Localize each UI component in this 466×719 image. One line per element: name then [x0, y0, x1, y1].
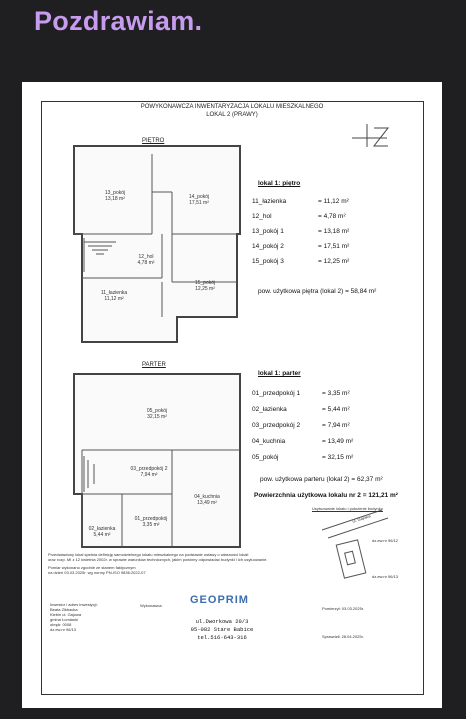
- table-row-name: 02_łazienka: [252, 406, 287, 413]
- table-row-name: 11_łazienka: [252, 198, 287, 205]
- room-02: 02_łazienka 5,44 m²: [88, 526, 116, 538]
- upper-total: pow. użytkowa piętra (lokal 2) = 58,84 m²: [258, 288, 377, 295]
- room-03: 03_przedpokój 2 7,94 m²: [130, 466, 168, 478]
- table-row-name: 04_kuchnia: [252, 438, 286, 445]
- table-row-value: = 4,78 m²: [318, 213, 346, 220]
- lower-table-title: lokal 1: parter: [258, 370, 301, 377]
- table-row-name: 15_pokój 3: [252, 258, 284, 265]
- map-caption: Usytuowanie lokalu i położenie budynku: [312, 506, 383, 511]
- room-15: 15_pokój 12,25 m²: [194, 280, 216, 292]
- document-image[interactable]: [22, 82, 442, 708]
- executor-label: Wykonawca:: [140, 603, 163, 608]
- room-14: 14_pokój 17,51 m²: [188, 194, 210, 206]
- room-13: 13_pokój 13,18 m²: [104, 190, 126, 202]
- table-row-name: 01_przedpokój 1: [252, 390, 301, 397]
- doc-subtitle: LOKAL 2 (PRAWY): [206, 112, 258, 118]
- table-row-value: = 13,18 m²: [318, 228, 350, 235]
- checked-date: Sprawdził: 28.04.2025r.: [322, 634, 364, 639]
- room-01: 01_przedpokój 3,35 m²: [134, 516, 168, 528]
- table-row-name: 12_hol: [252, 213, 272, 220]
- map-plot-2: dz.ew.nr 96/13: [372, 574, 399, 579]
- table-row-value: = 5,44 m²: [322, 406, 350, 413]
- grand-total: Powierzchnia użytkowa lokalu nr 2 = 121,21 m²: [254, 492, 398, 499]
- table-row-value: = 17,51 m²: [318, 243, 350, 250]
- floor-lower-title: PARTER: [142, 362, 166, 368]
- table-row-name: 13_pokój 1: [252, 228, 284, 235]
- map-street: ul. Gajowa: [351, 513, 372, 524]
- table-row-name: 14_pokój 2: [252, 243, 284, 250]
- geoprim-logo: GEOPRIM: [190, 594, 249, 606]
- room-11: 11_łazienka 11,12 m²: [100, 290, 128, 302]
- table-row-value: = 7,94 m²: [322, 422, 350, 429]
- table-row-value: = 13,49 m²: [322, 438, 354, 445]
- table-row-value: = 12,25 m²: [318, 258, 350, 265]
- floor-upper-title: PIĘTRO: [142, 138, 165, 144]
- upper-floor-plan: [74, 146, 240, 342]
- room-05: 05_pokój 32,15 m²: [146, 408, 168, 420]
- table-row-value: = 11,12 m²: [318, 198, 349, 205]
- north-arrow-icon: [352, 124, 388, 147]
- table-row-name: 05_pokój: [252, 454, 279, 461]
- notes: Przedstawiony lokal spełnia definicję samodzielnego lokalu mieszkalnego na podstawie ustawy o własności lokali oraz rozp. MI z 12 kwietnia 2002r. w sprawie warunków technicznych, jakim powinny odpowiadać budynki i ich usytuowanie. Pomiar wykonano zgodnie ze stanem faktycznym na dzień 03.03.2025r. wg normy PN-ISO 9836:2022-07: [48, 552, 268, 575]
- upper-table-title: lokal 1: piętro: [258, 180, 301, 187]
- message-text: Pozdrawiam.: [34, 6, 203, 36]
- room-04: 04_kuchnia 13,49 m²: [194, 494, 220, 506]
- room-12: 12_hol 4,78 m²: [137, 254, 155, 266]
- doc-title: POWYKONAWCZA INWENTARYZACJA LOKALU MIESZKALNEGO: [140, 104, 324, 110]
- table-row-value: = 3,35 m²: [322, 390, 350, 397]
- map-plot-1: dz.ew.nr 96/12: [372, 538, 399, 543]
- company-address: ul.Dworkowa 20/3 05-082 Stare Babice tel.516-643-316: [190, 618, 254, 641]
- measured-date: Pomierzył: 03.03.2025r.: [322, 606, 365, 611]
- table-row-name: 03_przedpokój 2: [252, 422, 301, 429]
- lower-total: pow. użytkowa parteru (lokal 2) = 62,37 m²: [260, 476, 383, 483]
- investor-block: Inwestor i adres inwestycji: Beata Zikbacka Klebin ul. Gajowa gmina Łomianki obręb: 0008 dz.ew.nr 96/13: [50, 602, 98, 632]
- table-row-value: = 32,15 m²: [322, 454, 354, 461]
